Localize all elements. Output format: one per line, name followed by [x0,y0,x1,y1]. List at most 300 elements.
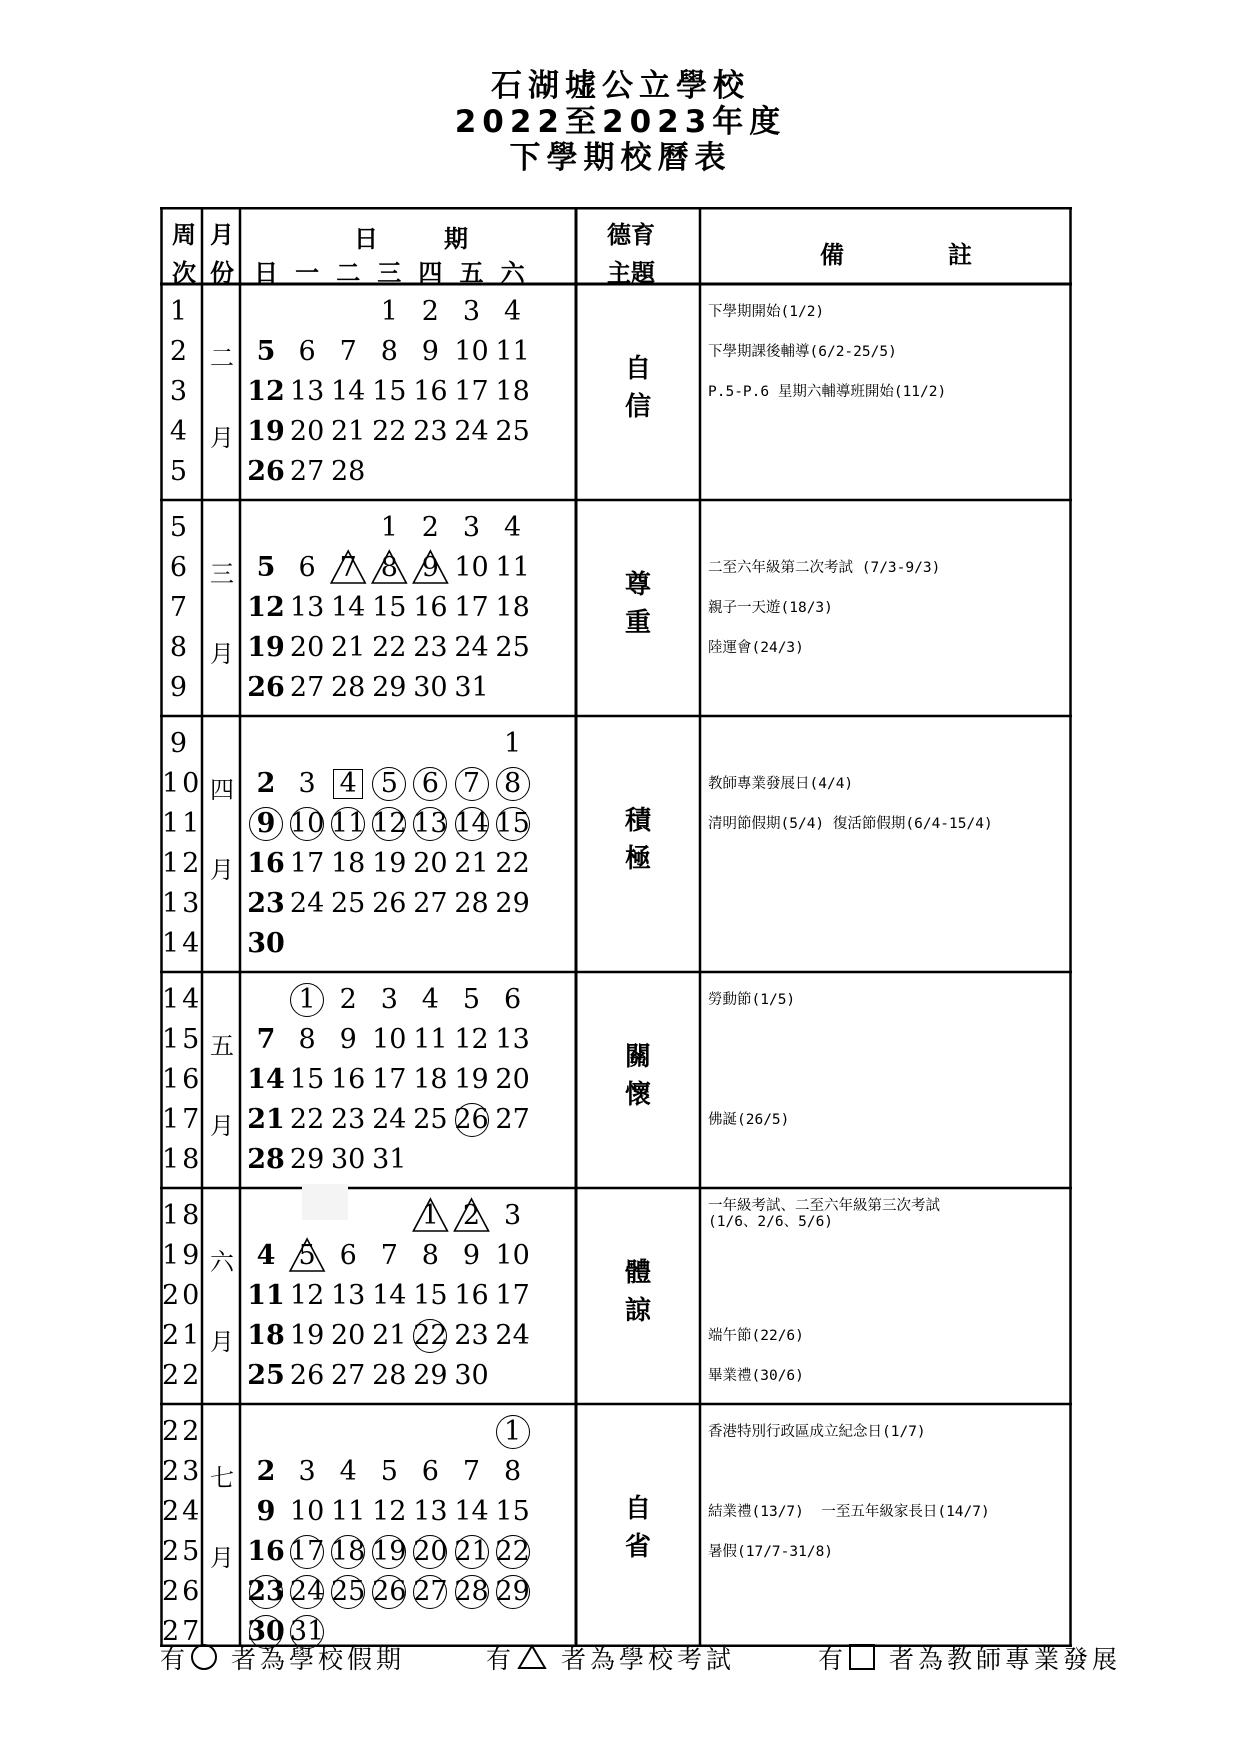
calendar-day: 22 [372,632,407,663]
calendar-day: 25 [331,888,366,919]
calendar-day: 16 [331,1064,366,1095]
calendar-day: 9 [256,808,276,839]
calendar-day: 9 [339,1024,357,1055]
calendar-day: 8 [298,1024,316,1055]
calendar-day: 20 [495,1064,530,1095]
calendar-day: 5 [462,984,481,1015]
calendar-day: 2 [339,984,357,1015]
calendar-day: 6 [339,1240,357,1271]
calendar-day: 12 [247,376,285,407]
remark-note: 親子一天遊(18/3) [708,600,833,616]
school-year: 2022至2023年度 [454,104,787,140]
calendar-day: 4 [421,984,439,1015]
week-number: 14 [162,928,203,959]
calendar-day: 3 [298,1456,316,1487]
week-number: 8 [169,632,191,663]
remark-note: 暑假(17/7-31/8) [708,1544,834,1560]
holiday-circle-mark [455,807,489,841]
legend-triangle-icon [517,1644,547,1670]
calendar-day: 17 [289,1536,325,1567]
calendar-day: 19 [247,416,285,447]
remark-note: 結業禮(13/7) 一至五年級家長日(14/7) [708,1504,990,1520]
calendar-day: 20 [331,1320,366,1351]
week-number: 15 [162,1024,203,1055]
week-number: 26 [162,1576,203,1607]
calendar-day: 20 [289,416,325,447]
calendar-day: 14 [247,1064,285,1095]
calendar-day: 30 [247,1616,285,1647]
remark-note: 陸運會(24/3) [708,640,804,656]
school-name: 石湖墟公立學校 [491,68,750,104]
calendar-day: 17 [454,592,489,623]
calendar-day: 23 [247,888,285,919]
calendar-day: 13 [413,808,448,839]
remark-note: 清明節假期(5/4) 復活節假期(6/4-15/4) [708,816,993,832]
calendar-day: 1 [504,1416,522,1447]
remark-note: 下學期課後輔導(6/2-25/5) [708,344,897,360]
calendar-day: 2 [462,1200,481,1231]
calendar-day: 11 [331,808,366,839]
calendar-day: 22 [372,416,407,447]
calendar-day: 17 [372,1064,407,1095]
holiday-circle-mark [496,1535,530,1569]
calendar-day: 1 [380,512,398,543]
calendar-day: 15 [372,376,407,407]
moral-theme: 積極 [624,806,651,874]
holiday-circle-mark [455,767,489,801]
week-number: 3 [169,376,191,407]
calendar-day: 27 [289,456,325,487]
calendar-day: 2 [256,1456,276,1487]
calendar-day: 23 [454,1320,489,1351]
week-number: 6 [169,552,191,583]
calendar-day: 27 [289,672,325,703]
calendar-day: 26 [247,672,285,703]
holiday-circle-mark [249,807,283,841]
calendar-day: 14 [331,592,366,623]
calendar-day: 18 [495,376,530,407]
header-date-a: 日 [354,225,378,253]
calendar-day: 14 [372,1280,407,1311]
calendar-day: 3 [504,1200,522,1231]
calendar-day: 26 [247,456,285,487]
calendar-day: 22 [495,848,530,879]
month-name-top: 六 [210,1248,234,1276]
calendar-day: 9 [421,552,439,583]
calendar-day: 24 [495,1320,530,1351]
remark-note: P.5-P.6 星期六輔導班開始(11/2) [708,384,947,400]
calendar-day: 8 [504,768,522,799]
legend-pd-text: 者為教師專業發展 [889,1645,1122,1674]
holiday-circle-mark [331,807,365,841]
month-name-bottom: 月 [210,1112,234,1140]
legend-exam-prefix: 有 [486,1645,516,1674]
calendar-day: 15 [495,808,530,839]
calendar-day: 4 [504,296,522,327]
holiday-circle-mark [455,1535,489,1569]
calendar-day: 6 [298,552,316,583]
calendar-day: 11 [495,336,530,367]
calendar-day: 23 [413,632,448,663]
header-week-1: 周 [172,221,196,249]
calendar-day: 29 [413,1360,448,1391]
calendar-day: 25 [495,632,530,663]
calendar-day: 21 [247,1104,285,1135]
legend-pd [818,1640,1121,1676]
holiday-circle-mark [455,1103,489,1137]
calendar-table [160,207,1072,1647]
holiday-circle-mark [496,1575,530,1609]
calendar-day: 3 [462,296,481,327]
header-week-2: 次 [172,259,196,287]
calendar-day: 23 [331,1104,366,1135]
calendar-day: 1 [380,296,398,327]
calendar-day: 31 [372,1144,407,1175]
weekday-header: 日 [254,259,278,287]
calendar-day: 16 [413,592,448,623]
calendar-day: 3 [298,768,316,799]
calendar-day: 2 [421,512,439,543]
remark-note: 香港特別行政區成立紀念日(1/7) [708,1424,926,1440]
moral-theme: 自信 [624,354,651,422]
moral-theme: 尊重 [624,570,651,638]
calendar-day: 26 [372,1576,407,1607]
week-number: 23 [162,1456,203,1487]
calendar-day: 7 [339,336,357,367]
calendar-day: 5 [298,1240,316,1271]
calendar-day: 19 [247,632,285,663]
calendar-day: 1 [504,728,522,759]
calendar-day: 11 [247,1280,285,1311]
calendar-day: 23 [413,416,448,447]
week-number: 18 [162,1144,203,1175]
calendar-day: 15 [372,592,407,623]
week-number: 12 [162,848,203,879]
calendar-day: 14 [454,808,489,839]
calendar-day: 8 [421,1240,439,1271]
calendar-day: 16 [247,1536,285,1567]
holiday-circle-mark [496,767,530,801]
header-date-b: 期 [444,225,468,253]
month-name-top: 三 [210,560,234,588]
calendar-day: 20 [413,848,448,879]
calendar-day: 11 [413,1024,448,1055]
holiday-circle-mark [290,1535,324,1569]
calendar-day: 16 [454,1280,489,1311]
calendar-day: 30 [247,928,285,959]
calendar-day: 22 [413,1320,448,1351]
week-number: 19 [162,1240,203,1271]
calendar-day: 19 [289,1320,325,1351]
legend-exam [486,1640,735,1676]
calendar-day: 16 [413,376,448,407]
weekday-header: 六 [500,259,525,287]
calendar-day: 9 [462,1240,481,1271]
calendar-day: 28 [247,1144,285,1175]
header-month-2: 份 [210,259,234,287]
header-theme-1: 德育 [607,221,655,249]
calendar-day: 6 [421,768,439,799]
calendar-day: 5 [380,768,398,799]
calendar-day: 6 [298,336,316,367]
legend-circle-icon [191,1644,217,1670]
calendar-day: 13 [289,592,325,623]
calendar-day: 13 [495,1024,530,1055]
calendar-day: 22 [289,1104,325,1135]
legend-square-icon [849,1644,875,1670]
calendar-day: 12 [454,1024,489,1055]
calendar-day: 1 [298,984,316,1015]
calendar-day: 21 [372,1320,407,1351]
calendar-day: 27 [413,888,448,919]
month-name-bottom: 月 [210,856,234,884]
calendar-day: 31 [454,672,489,703]
calendar-day: 7 [256,1024,276,1055]
calendar-day: 11 [331,1496,366,1527]
remark-note: 下學期開始(1/2) [708,304,825,320]
calendar-day: 27 [413,1576,448,1607]
calendar-day: 22 [495,1536,530,1567]
calendar-day: 12 [372,1496,407,1527]
calendar-day: 10 [372,1024,407,1055]
holiday-circle-mark [496,1415,530,1449]
week-number: 2 [169,336,191,367]
week-number: 9 [169,728,191,759]
month-name-top: 七 [210,1464,234,1492]
remark-note: 教師專業發展日(4/4) [708,776,854,792]
week-number: 11 [162,808,203,839]
week-number: 10 [162,768,203,799]
holiday-circle-mark [331,1575,365,1609]
week-number: 7 [169,592,191,623]
moral-theme: 關懷 [624,1042,651,1110]
calendar-day: 17 [495,1280,530,1311]
calendar-day: 6 [421,1456,439,1487]
calendar-day: 2 [421,296,439,327]
calendar-day: 30 [454,1360,489,1391]
calendar-day: 26 [289,1360,325,1391]
calendar-day: 13 [413,1496,448,1527]
calendar-day: 31 [289,1616,325,1647]
remark-note: 二至六年級第二次考試 (7/3-9/3) [708,560,941,576]
week-number: 27 [162,1616,203,1647]
calendar-day: 21 [331,416,366,447]
calendar-day: 5 [256,336,276,367]
calendar-day: 7 [380,1240,398,1271]
calendar-day: 21 [331,632,366,663]
week-number: 21 [162,1320,203,1351]
calendar-day: 19 [372,1536,407,1567]
calendar-day: 11 [495,552,530,583]
calendar-day: 19 [372,848,407,879]
calendar-day: 25 [413,1104,448,1135]
calendar-day: 28 [454,888,489,919]
calendar-day: 3 [380,984,398,1015]
calendar-day: 26 [372,888,407,919]
calendar-day: 30 [413,672,448,703]
calendar-day: 10 [289,1496,325,1527]
week-number: 18 [162,1200,203,1231]
calendar-day: 6 [504,984,522,1015]
month-name-top: 五 [210,1032,234,1060]
calendar-day: 12 [372,808,407,839]
calendar-day: 10 [495,1240,530,1271]
calendar-day: 24 [289,1576,325,1607]
calendar-day: 13 [289,376,325,407]
calendar-day: 19 [454,1064,489,1095]
remark-note: 佛誕(26/5) [708,1112,790,1128]
calendar-day: 18 [247,1320,285,1351]
week-number: 5 [169,456,191,487]
calendar-day: 24 [454,416,489,447]
calendar-day: 28 [454,1576,489,1607]
calendar-day: 25 [247,1360,285,1391]
calendar-day: 15 [495,1496,530,1527]
week-number: 1 [169,296,191,327]
calendar-day: 29 [372,672,407,703]
calendar-day: 24 [289,888,325,919]
weekday-header: 四 [418,259,443,287]
calendar-day: 18 [331,848,366,879]
week-number: 24 [162,1496,203,1527]
calendar-day: 25 [331,1576,366,1607]
week-number: 14 [162,984,203,1015]
month-name-bottom: 月 [210,1544,234,1572]
calendar-day: 18 [413,1064,448,1095]
page-title: 下學期校曆表 [509,140,732,176]
calendar-day: 4 [339,1456,357,1487]
holiday-circle-mark [496,807,530,841]
calendar-day: 15 [413,1280,448,1311]
header-remarks-b: 註 [948,241,972,269]
calendar-day: 12 [289,1280,325,1311]
calendar-day: 25 [495,416,530,447]
calendar-day: 5 [256,552,276,583]
calendar-day: 14 [454,1496,489,1527]
calendar-day: 10 [454,336,489,367]
calendar-day: 18 [331,1536,366,1567]
week-number: 25 [162,1536,203,1567]
calendar-day: 2 [256,768,276,799]
calendar-day: 28 [372,1360,407,1391]
calendar-day: 23 [247,1576,285,1607]
month-name-bottom: 月 [210,1328,234,1356]
week-number: 17 [162,1104,203,1135]
calendar-day: 10 [454,552,489,583]
weekday-header: 一 [295,259,320,287]
holiday-circle-mark [290,1575,324,1609]
moral-theme: 體諒 [624,1258,651,1326]
calendar-day: 28 [331,672,366,703]
calendar-day: 24 [454,632,489,663]
holiday-circle-mark [455,1575,489,1609]
calendar-day: 5 [380,1456,398,1487]
calendar-day: 20 [413,1536,448,1567]
holiday-circle-mark [249,1575,283,1609]
calendar-day: 13 [331,1280,366,1311]
remark-note: 端午節(22/6) [708,1328,804,1344]
month-name-bottom: 月 [210,640,234,668]
calendar-day: 16 [247,848,285,879]
week-number: 20 [162,1280,203,1311]
remark-note: 畢業禮(30/6) [708,1368,804,1384]
calendar-day: 30 [331,1144,366,1175]
week-number: 9 [169,672,191,703]
pd-square-mark [333,769,363,799]
calendar-day: 17 [454,376,489,407]
calendar-day: 12 [247,592,285,623]
calendar-day: 24 [372,1104,407,1135]
header-remarks-a: 備 [820,241,844,269]
month-name-top: 四 [210,776,234,804]
calendar-day: 20 [289,632,325,663]
header-theme-2: 主題 [607,259,655,287]
calendar-day: 4 [339,768,357,799]
calendar-day: 29 [495,888,530,919]
calendar-day: 8 [380,552,398,583]
legend-exam-text: 者為學校考試 [561,1645,736,1674]
week-number: 22 [162,1416,203,1447]
calendar-day: 8 [380,336,398,367]
week-number: 16 [162,1064,203,1095]
calendar-day: 26 [454,1104,489,1135]
calendar-day: 7 [462,1456,481,1487]
calendar-day: 28 [331,456,366,487]
calendar-day: 29 [289,1144,325,1175]
calendar-day: 10 [289,808,325,839]
calendar-day: 18 [495,592,530,623]
calendar-day: 21 [454,1536,489,1567]
month-name-bottom: 月 [210,424,234,452]
calendar-day: 9 [421,336,439,367]
header-month-1: 月 [210,221,234,249]
calendar-day: 15 [289,1064,325,1095]
legend-pd-prefix: 有 [818,1645,848,1674]
legend-holiday-text: 者為學校假期 [231,1645,406,1674]
holiday-circle-mark [290,807,324,841]
calendar-day: 9 [256,1496,276,1527]
week-number: 4 [169,416,191,447]
remark-note: 勞動節(1/5) [708,992,796,1008]
holiday-circle-mark [331,1535,365,1569]
calendar-day: 27 [331,1360,366,1391]
remark-note: 一年級考試、二至六年級第三次考試 (1/6、2/6、5/6) [708,1198,940,1230]
calendar-day: 21 [454,848,489,879]
week-number: 13 [162,888,203,919]
week-number: 22 [162,1360,203,1391]
month-name-top: 二 [210,344,234,372]
holiday-circle-mark [290,983,324,1017]
calendar-day: 3 [462,512,481,543]
weekday-header: 三 [377,259,402,287]
calendar-day: 4 [504,512,522,543]
faint-shading [302,1184,348,1220]
calendar-day: 14 [331,376,366,407]
calendar-day: 27 [495,1104,530,1135]
weekday-header: 五 [459,259,484,287]
calendar-day: 8 [504,1456,522,1487]
calendar-day: 29 [495,1576,530,1607]
calendar-day: 1 [421,1200,439,1231]
calendar-day: 4 [256,1240,276,1271]
legend-holiday-prefix: 有 [160,1645,190,1674]
legend-holiday [160,1640,405,1676]
calendar-day: 17 [289,848,325,879]
calendar-day: 7 [339,552,357,583]
calendar-day: 7 [462,768,481,799]
moral-theme: 自省 [624,1494,651,1562]
week-number: 5 [169,512,191,543]
